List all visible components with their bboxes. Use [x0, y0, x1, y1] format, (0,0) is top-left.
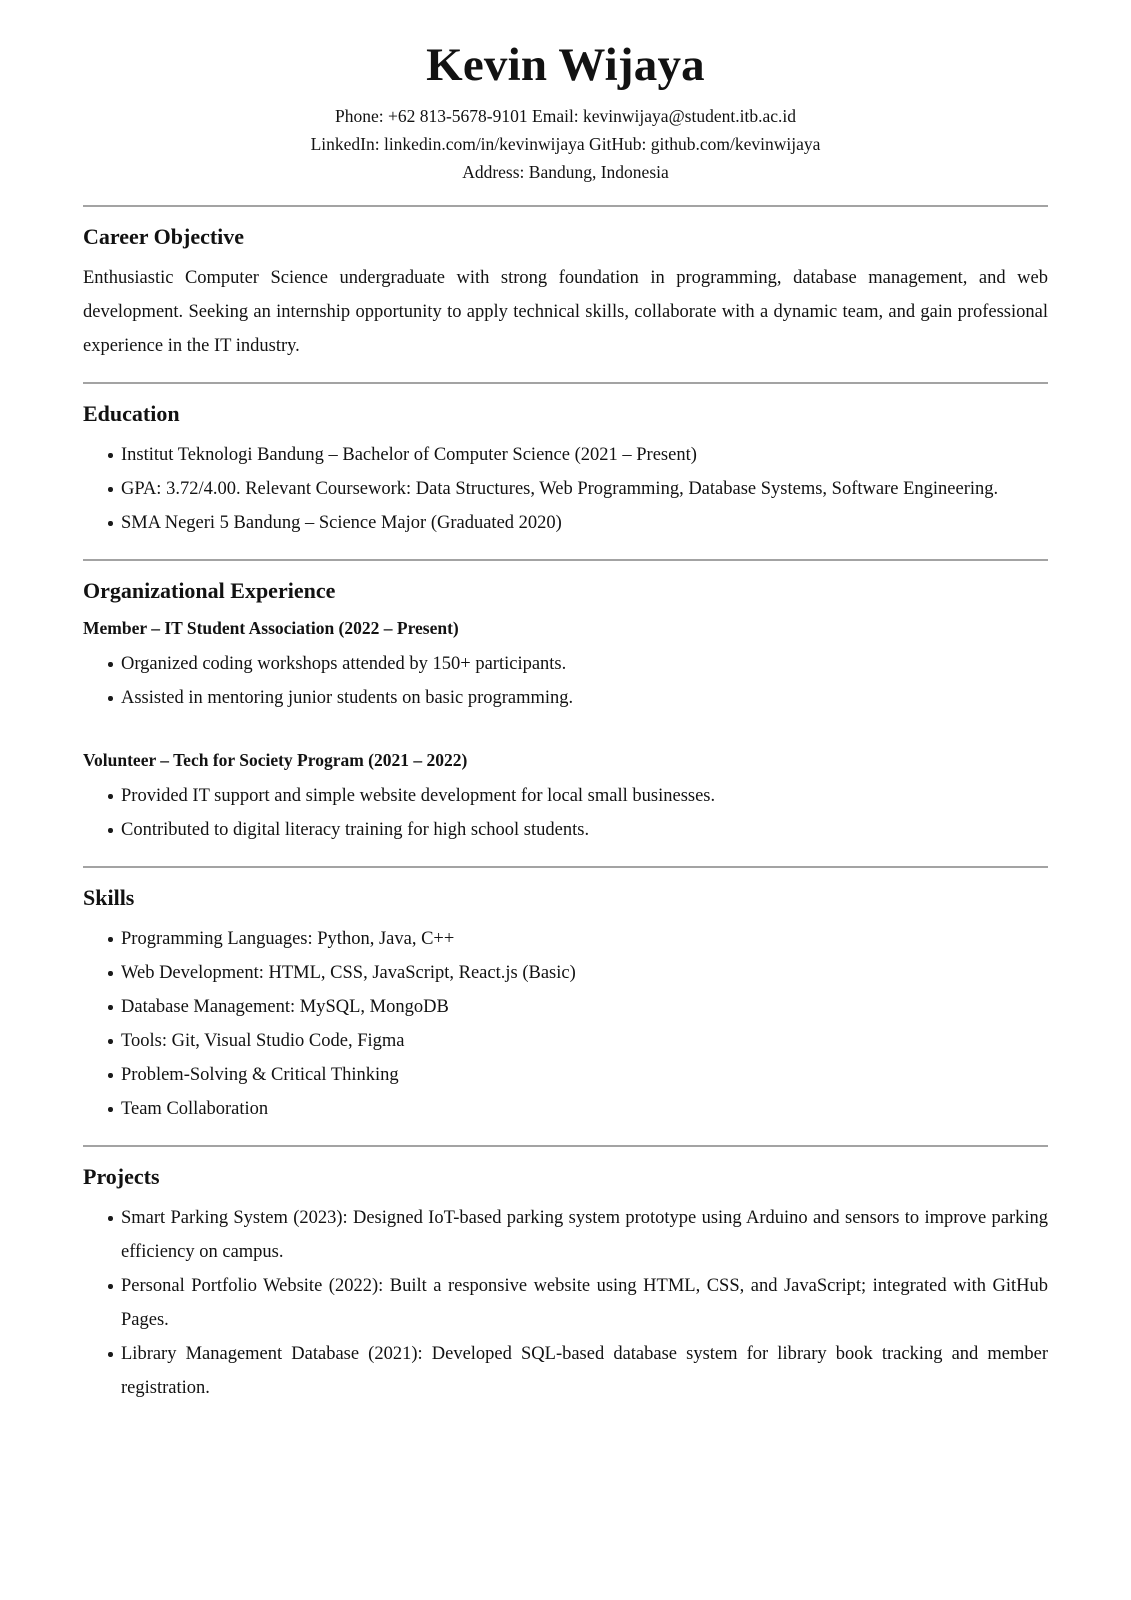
section-title-skills: Skills — [83, 885, 135, 910]
experience-bullet-list — [83, 779, 1048, 847]
section-divider-career-objective — [83, 205, 1048, 207]
candidate-name: Kevin Wijaya — [426, 39, 705, 91]
contact-line-linkedin-github: LinkedIn: linkedin.com/in/kevinwijaya GitHub: github.com/kevinwijaya — [310, 134, 821, 154]
list-item: GPA: 3.72/4.00. Relevant Coursework: Data Structures, Web Programming, Database Systems, Software Engineering. — [83, 472, 1048, 506]
list-item: Web Development: HTML, CSS, JavaScript, React.js (Basic) — [83, 956, 1048, 990]
section-title-career-objective: Career Objective — [83, 224, 245, 249]
contact-line-address: Address: Bandung, Indonesia — [462, 162, 669, 182]
list-item: Assisted in mentoring junior students on basic programming. — [83, 681, 1048, 715]
section-career-objective — [83, 223, 1048, 363]
section-divider-skills — [83, 866, 1048, 868]
section-projects — [83, 1163, 1048, 1405]
list-item: Institut Teknologi Bandung – Bachelor of Computer Science (2021 – Present) — [83, 438, 1048, 472]
career-objective-paragraph: Enthusiastic Computer Science undergraduate with strong foundation in programming, database management, and web development. Seeking an internship opportunity to apply technical skills, collaborate with a dynamic team, and gain professional experience in the IT industry. — [83, 268, 1048, 356]
resume-header — [0, 0, 1131, 186]
list-item: Database Management: MySQL, MongoDB — [83, 990, 1048, 1024]
list-item: Smart Parking System (2023): Designed IoT-based parking system prototype using Arduino and sensors to improve parking efficiency on campus. — [83, 1201, 1048, 1269]
list-item: Team Collaboration — [83, 1092, 1048, 1126]
section-title-organizational-experience: Organizational Experience — [83, 578, 336, 603]
experience-heading: Volunteer – Tech for Society Program (2021 – 2022) — [83, 750, 468, 770]
section-organizational-experience — [83, 577, 1048, 847]
section-title-education: Education — [83, 401, 180, 426]
section-divider-education — [83, 382, 1048, 384]
list-item: Problem-Solving & Critical Thinking — [83, 1058, 1048, 1092]
list-item: Organized coding workshops attended by 150+ participants. — [83, 647, 1048, 681]
projects-list — [83, 1201, 1048, 1405]
list-item: Provided IT support and simple website development for local small businesses. — [83, 779, 1048, 813]
experience-entry — [83, 747, 1048, 847]
skills-list — [83, 922, 1048, 1126]
experience-bullet-list — [83, 647, 1048, 715]
education-list — [83, 438, 1048, 540]
section-divider-organizational-experience — [83, 559, 1048, 561]
resume-body — [0, 205, 1131, 1405]
list-item: Tools: Git, Visual Studio Code, Figma — [83, 1024, 1048, 1058]
list-item: Contributed to digital literacy training for high school students. — [83, 813, 1048, 847]
section-divider-projects — [83, 1145, 1048, 1147]
experience-heading: Member – IT Student Association (2022 – Present) — [83, 618, 459, 638]
list-item: Programming Languages: Python, Java, C++ — [83, 922, 1048, 956]
experience-entry — [83, 615, 1048, 715]
section-skills — [83, 884, 1048, 1126]
list-item: Library Management Database (2021): Developed SQL-based database system for library book tracking and member registration. — [83, 1337, 1048, 1405]
section-education — [83, 400, 1048, 540]
experience-spacer — [83, 715, 1048, 741]
list-item: SMA Negeri 5 Bandung – Science Major (Graduated 2020) — [83, 506, 1048, 540]
list-item: Personal Portfolio Website (2022): Built a responsive website using HTML, CSS, and JavaScript; integrated with GitHub Pages. — [83, 1269, 1048, 1337]
contact-info — [0, 102, 1131, 186]
section-title-projects: Projects — [83, 1164, 160, 1189]
contact-line-phone-email: Phone: +62 813-5678-9101 Email: kevinwijaya@student.itb.ac.id — [335, 106, 796, 126]
